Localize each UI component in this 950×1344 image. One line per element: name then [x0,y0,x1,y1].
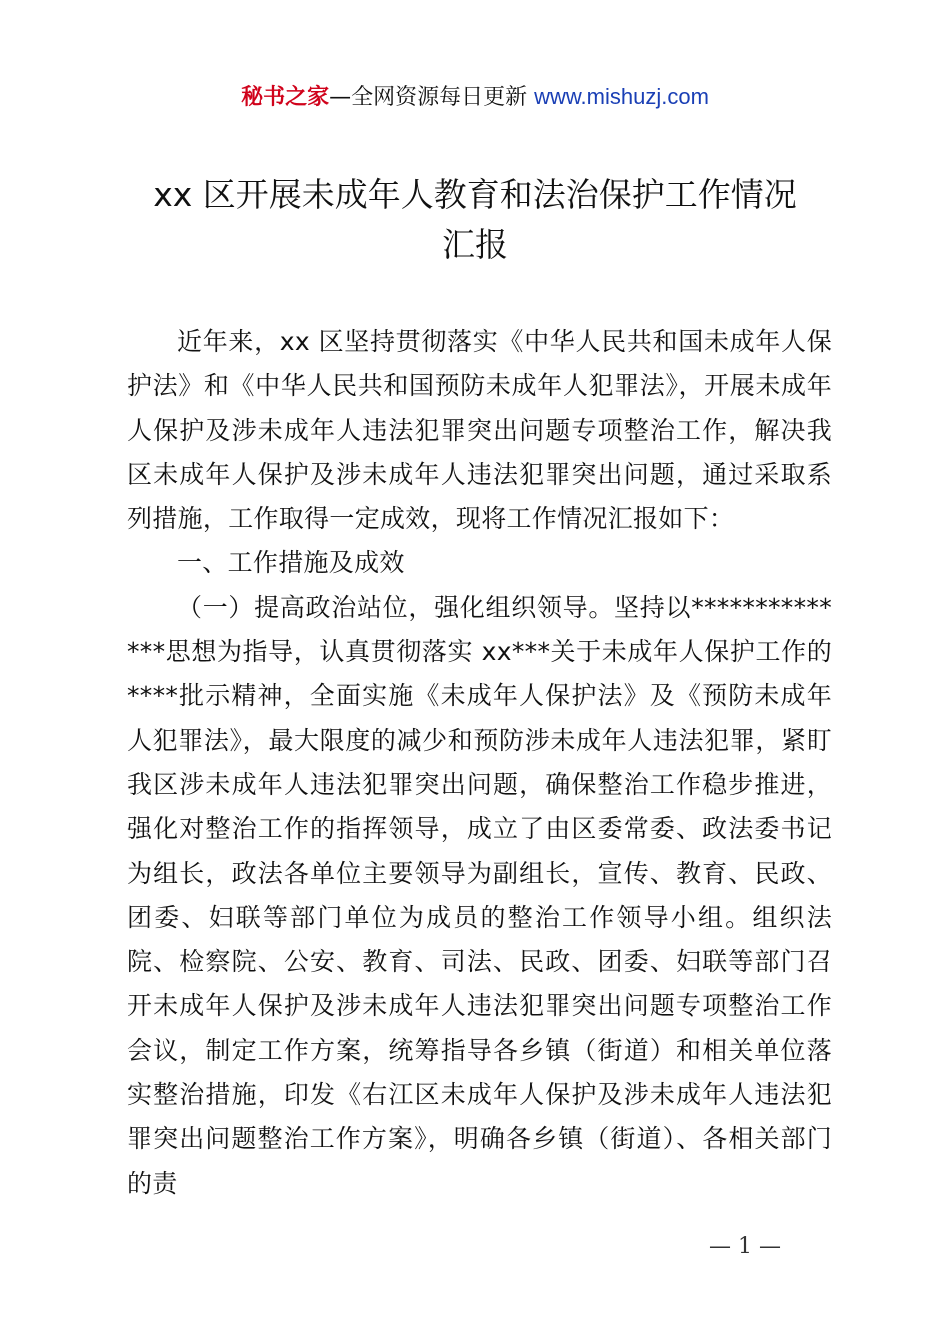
document-title-line-1: xx 区开展未成年人教育和法治保护工作情况 [153,175,797,214]
section-heading: 一、工作措施及成效 [177,548,405,578]
document-title [100,170,850,270]
site-url-link[interactable]: www.mishuzj.com [534,84,709,109]
header-slogan: —全网资源每日更新 [329,85,535,110]
document-body [127,320,832,1206]
page-number: — 1 — [709,1234,781,1259]
paragraph-intro: 近年来，xx 区坚持贯彻落实《中华人民共和国未成年人保护法》和《中华人民共和国预防未成年人犯罪法》，开展未成年人保护及涉未成年人违法犯罪突出问题专项整治工作，解决我区未成年人保护及涉未成年人违法犯罪突出问题，通过采取系列措施，工作取得一定成效，现将工作情况汇报如下： [127,327,832,534]
document-title-line-2: 汇报 [442,225,508,264]
brand-name: 秘书之家 [241,85,330,110]
site-header-banner [0,82,950,113]
paragraph-measure-1: （一）提高政治站位，强化组织领导。坚持以**************思想为指导，认真贯彻落实 xx***关于未成年人保护工作的****批示精神，全面实施《未成年人保护法》及《预防未成年人犯罪法》，最大限度的减少和预防涉未成年人违法犯罪，紧盯我区涉未成年人违法犯罪突出问题，确保整治工作稳步推进，强化对整治工作的指挥领导，成立了由区委常委、政法委书记为组长，政法各单位主要领导为副组长，宣传、教育、民政、团委、妇联等部门单位为成员的整治工作领导小组。组织法院、检察院、公安、教育、司法、民政、团委、妇联等部门召开未成年人保护及涉未成年人违法犯罪突出问题专项整治工作会议，制定工作方案，统筹指导各乡镇（街道）和相关单位落实整治措施，印发《右江区未成年人保护及涉未成年人违法犯罪突出问题整治工作方案》，明确各乡镇（街道）、各相关部门的责 [127,592,832,1198]
